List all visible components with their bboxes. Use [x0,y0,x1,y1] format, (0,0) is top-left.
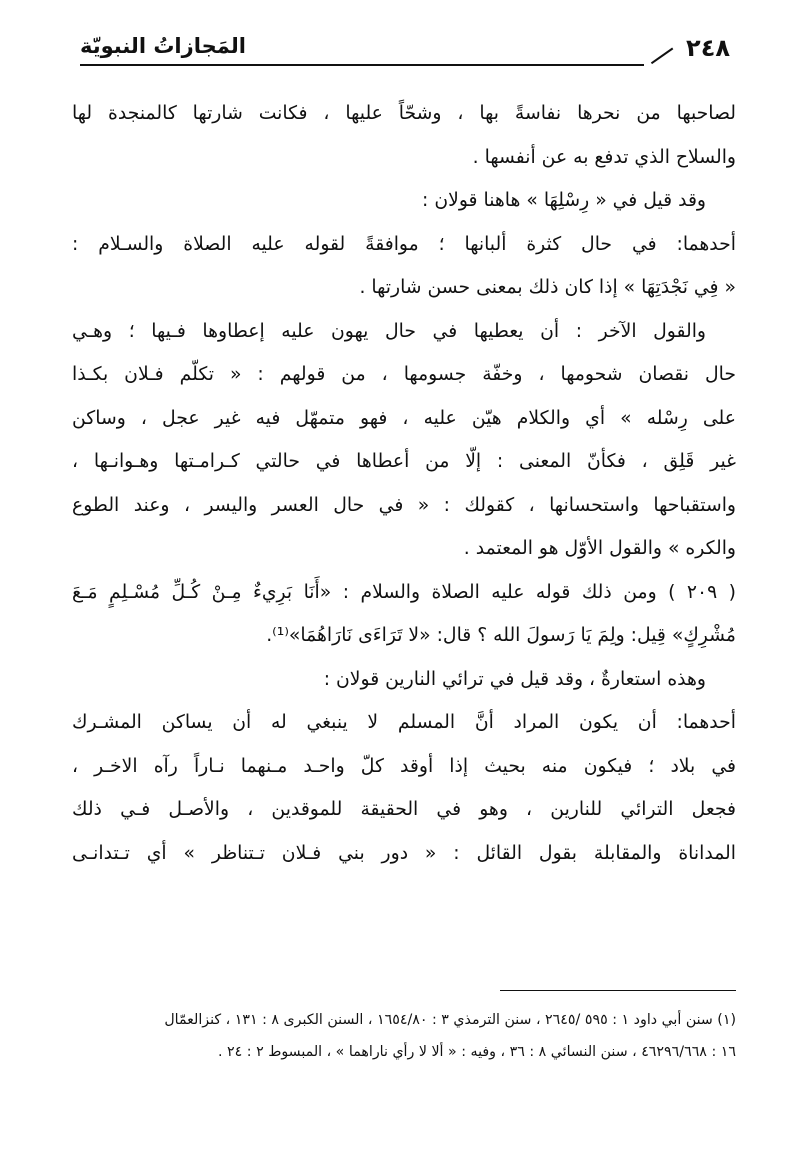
footnote-rule [500,990,736,991]
text-line: وهذه استعارةٌ ، وقد قيل في ترائي النارين قولان : [323,668,706,690]
text-line: في بلاد ؛ فيكون منه بحيث إذا أوقد كلّ واحـد مـنهما نـاراً رآه الاخـر ، [72,755,736,777]
footnotes [72,1004,736,1068]
text-line: حال نقصان شحومها ، وخفّة جسومها ، من قولهم : « تكلّم فـلان بكـذا [72,364,736,385]
page-header [80,28,736,76]
text-line: مُشْرِكٍ» قِيل: ولِمَ يَا رَسولَ الله ؟ قال: «لا تَرَاءَى نَارَاهُمَا»⁽¹⁾. [266,625,736,646]
main-text [72,92,736,875]
page-number: ٢٤٨ [686,34,730,62]
text-line: لصاحبها من نحرها نفاسةً بها ، وشحّاً عليها ، فكانت شارتها كالمنجدة لها [72,103,736,124]
footnote-line: ١٦ : ٤٦٢٩٦/٦٦٨ ، سنن النسائي ٨ : ٣٦ ، وفيه : « ألا لا رأي ناراهما » ، المبسوط ٢ : ٢٤ . [218,1044,736,1060]
text-line: غير قَلِق ، فكأنّ المعنى : إلّا من أعطاها في حالتي كـرامـتها وهـوانـها ، [72,451,736,472]
text-line: أحدهما: أن يكون المراد أنَّ المسلم لا ينبغي له أن يساكن المشـرك [72,712,736,733]
text-line: أحدهما: في حال كثرة ألبانها ؛ موافقةً لقوله عليه الصلاة والسـلام : [72,233,736,255]
text-line: المداناة والمقابلة بقول القائل : « دور بني فـلان تـتناظر » أي تـتدانـى [72,842,736,864]
text-line: فجعل الترائي للنارين ، وهو في الحقيقة للموقدين ، والأصـل فـي ذلك [72,799,736,820]
text-line: ( ٢٠٩ ) ومن ذلك قوله عليه الصلاة والسلام : «أَنَا بَرِيءٌ مِـنْ كُـلِّ مُسْـلِمٍ مَـعَ [72,581,736,603]
text-line: « فِي نَجْدَتِهَا » إذا كان ذلك بمعنى حسن شارتها . [359,277,736,298]
text-line: والسلاح الذي تدفع به عن أنفسها . [472,146,736,168]
running-title: المَجازاتُ النبويّة [80,34,246,58]
text-line: على رِسْله » أي والكلام هيّن عليه ، فهو متمهّل فيه غير عجل ، وساكن [72,407,736,429]
text-line: وقد قيل في « رِسْلِهَا » هاهنا قولان : [422,190,706,211]
text-line: والقول الآخر : أن يعطيها في حال يهون عليه إعطاوها فـيها ؛ وهـي [72,320,706,342]
header-rule [80,64,644,66]
footnote-line: (١) سنن أبي داود ١ : ٥٩٥ /٢٦٤٥ ، سنن الترمذي ٣ : ١٦٥٤/٨٠ ، السنن الكبرى ٨ : ١٣١ ، كنزالعمّال [164,1012,736,1028]
text-line: والكره » والقول الأوّل هو المعتمد . [463,538,736,559]
header-rule-corner [651,48,673,65]
text-line: واستقباحها واستحسانها ، كقولك : « في حال العسر واليسر ، وعند الطوع [72,494,736,516]
